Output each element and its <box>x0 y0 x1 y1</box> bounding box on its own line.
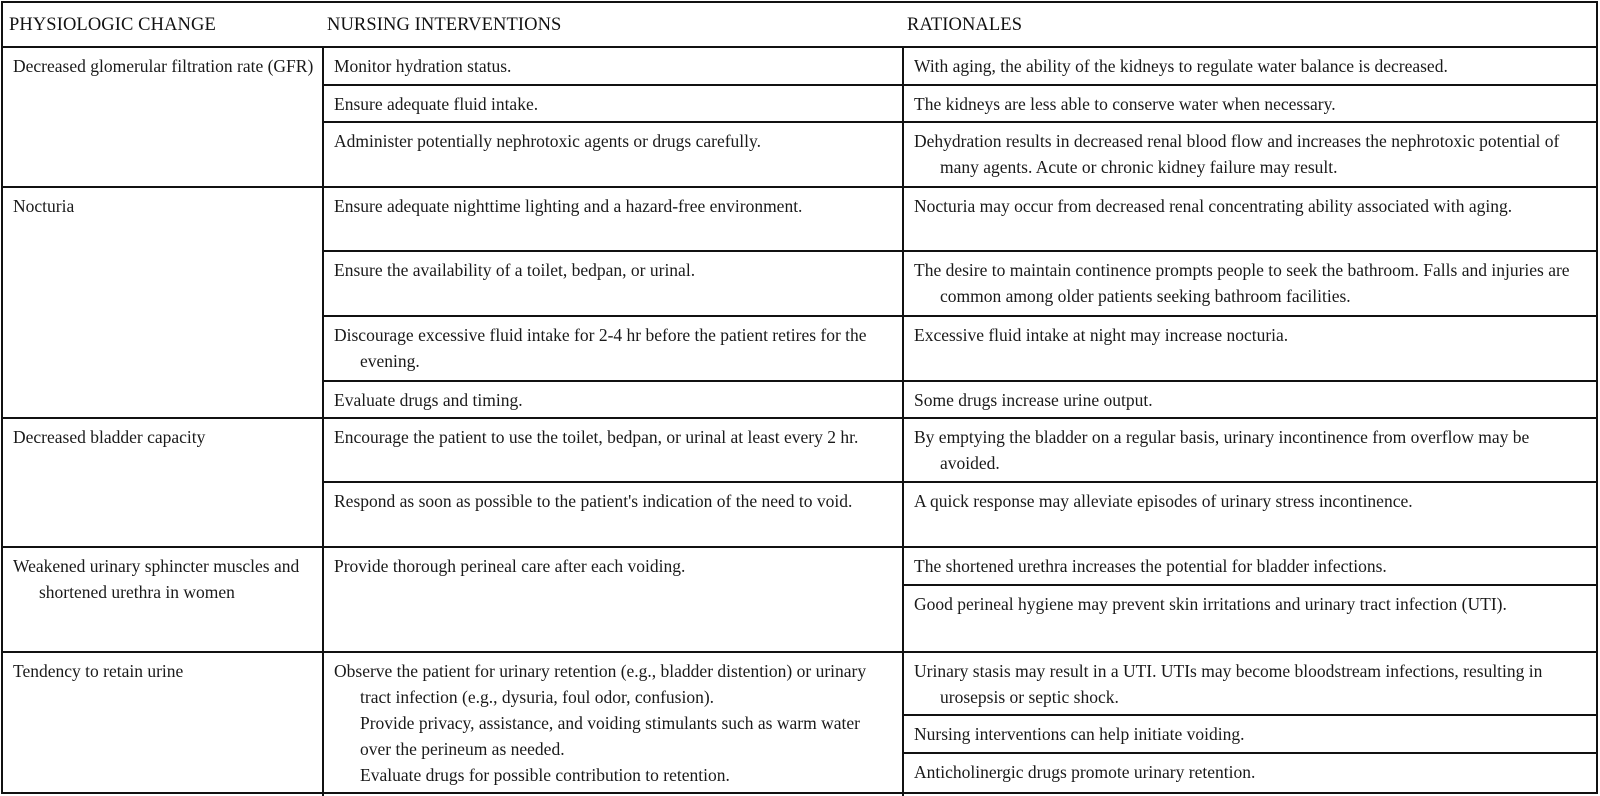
rationale-text: Dehydration results in decreased renal blood flow and increases the nephrotoxic potential of many agents. Acute or chronic kidney failure may result. <box>914 131 1560 177</box>
rationale-text: Good perineal hygiene may prevent skin irritations and urinary tract infection (UTI). <box>914 594 1507 614</box>
intervention-cell <box>324 653 902 788</box>
rationale-text: Urinary stasis may result in a UTI. UTIs may become bloodstream infections, resulting in urosepsis or septic shock. <box>914 661 1543 707</box>
intervention-cell <box>324 252 902 283</box>
intervention-cell <box>324 548 902 579</box>
intervention-text: Provide privacy, assistance, and voiding stimulants such as warm water over the perineum as needed. <box>360 713 860 759</box>
rationale-cell <box>904 419 1598 476</box>
physiologic-change-text: Tendency to retain urine <box>13 661 184 681</box>
rationale-text: The shortened urethra increases the potential for bladder infections. <box>914 556 1387 576</box>
rationale-cell <box>904 483 1598 514</box>
intervention-text: Provide thorough perineal care after each voiding. <box>334 556 686 576</box>
intervention-text: Administer potentially nephrotoxic agents or drugs carefully. <box>334 131 762 151</box>
intervention-text: Observe the patient for urinary retention (e.g., bladder distention) or urinary tract infection (e.g., dysuria, foul odor, confusion). <box>334 661 867 707</box>
rationale-cell <box>904 382 1598 413</box>
header-rationales: RATIONALES <box>907 15 1023 35</box>
rationale-cell <box>904 653 1598 710</box>
rationale-cell <box>904 48 1598 79</box>
intervention-text: Ensure adequate fluid intake. <box>334 94 539 114</box>
intervention-cell <box>324 86 902 117</box>
physiologic-change-cell <box>3 653 322 684</box>
rationale-text: By emptying the bladder on a regular basis, urinary incontinence from overflow may be avoided. <box>914 427 1530 473</box>
physiologic-change-cell <box>3 48 322 79</box>
physiologic-change-text: Weakened urinary sphincter muscles and shortened urethra in women <box>13 556 300 602</box>
header-physiologic-change: PHYSIOLOGIC CHANGE <box>9 15 216 35</box>
rationale-text: Some drugs increase urine output. <box>914 390 1153 410</box>
nursing-interventions-table <box>1 1 1598 794</box>
intervention-text: Respond as soon as possible to the patient's indication of the need to void. <box>334 491 853 511</box>
intervention-cell <box>324 483 902 514</box>
rationale-cell <box>904 317 1598 348</box>
rationale-cell <box>904 86 1598 117</box>
intervention-text: Encourage the patient to use the toilet, bedpan, or urinal at least every 2 hr. <box>334 427 859 447</box>
physiologic-change-cell <box>3 419 322 450</box>
rationale-text: Nursing interventions can help initiate voiding. <box>914 724 1245 744</box>
physiologic-change-text: Decreased glomerular filtration rate (GFR) <box>13 56 314 76</box>
physiologic-change-text: Nocturia <box>13 196 75 216</box>
rationale-cell <box>904 252 1598 309</box>
rationale-text: A quick response may alleviate episodes of urinary stress incontinence. <box>914 491 1413 511</box>
rationale-cell <box>904 188 1598 219</box>
physiologic-change-text: Decreased bladder capacity <box>13 427 206 447</box>
intervention-cell <box>324 123 902 154</box>
rationale-text: Nocturia may occur from decreased renal concentrating ability associated with aging. <box>914 196 1513 216</box>
intervention-text: Evaluate drugs and timing. <box>334 390 523 410</box>
intervention-text: Ensure the availability of a toilet, bedpan, or urinal. <box>334 260 696 280</box>
header-nursing-interventions: NURSING INTERVENTIONS <box>327 15 562 35</box>
intervention-text: Ensure adequate nighttime lighting and a hazard-free environment. <box>334 196 803 216</box>
physiologic-change-cell <box>3 548 322 605</box>
intervention-cell <box>324 188 902 219</box>
rationale-cell <box>904 123 1598 180</box>
intervention-text: Evaluate drugs for possible contribution to retention. <box>360 765 730 785</box>
intervention-cell <box>324 382 902 413</box>
rationale-text: With aging, the ability of the kidneys to regulate water balance is decreased. <box>914 56 1448 76</box>
rationale-text: The desire to maintain continence prompts people to seek the bathroom. Falls and injuries are common among older patients seeking bathroom facilities. <box>914 260 1570 306</box>
intervention-cell <box>324 419 902 450</box>
physiologic-change-cell <box>3 188 322 219</box>
intervention-text: Monitor hydration status. <box>334 56 512 76</box>
intervention-text: Discourage excessive fluid intake for 2-4 hr before the patient retires for the evening. <box>334 325 867 371</box>
rationale-cell <box>904 754 1598 785</box>
rationale-text: Excessive fluid intake at night may increase nocturia. <box>914 325 1289 345</box>
rationale-text: Anticholinergic drugs promote urinary retention. <box>914 762 1256 782</box>
intervention-cell <box>324 48 902 79</box>
rationale-text: The kidneys are less able to conserve water when necessary. <box>914 94 1336 114</box>
rationale-cell <box>904 716 1598 747</box>
rationale-cell <box>904 586 1598 617</box>
intervention-cell <box>324 317 902 374</box>
rationale-cell <box>904 548 1598 579</box>
